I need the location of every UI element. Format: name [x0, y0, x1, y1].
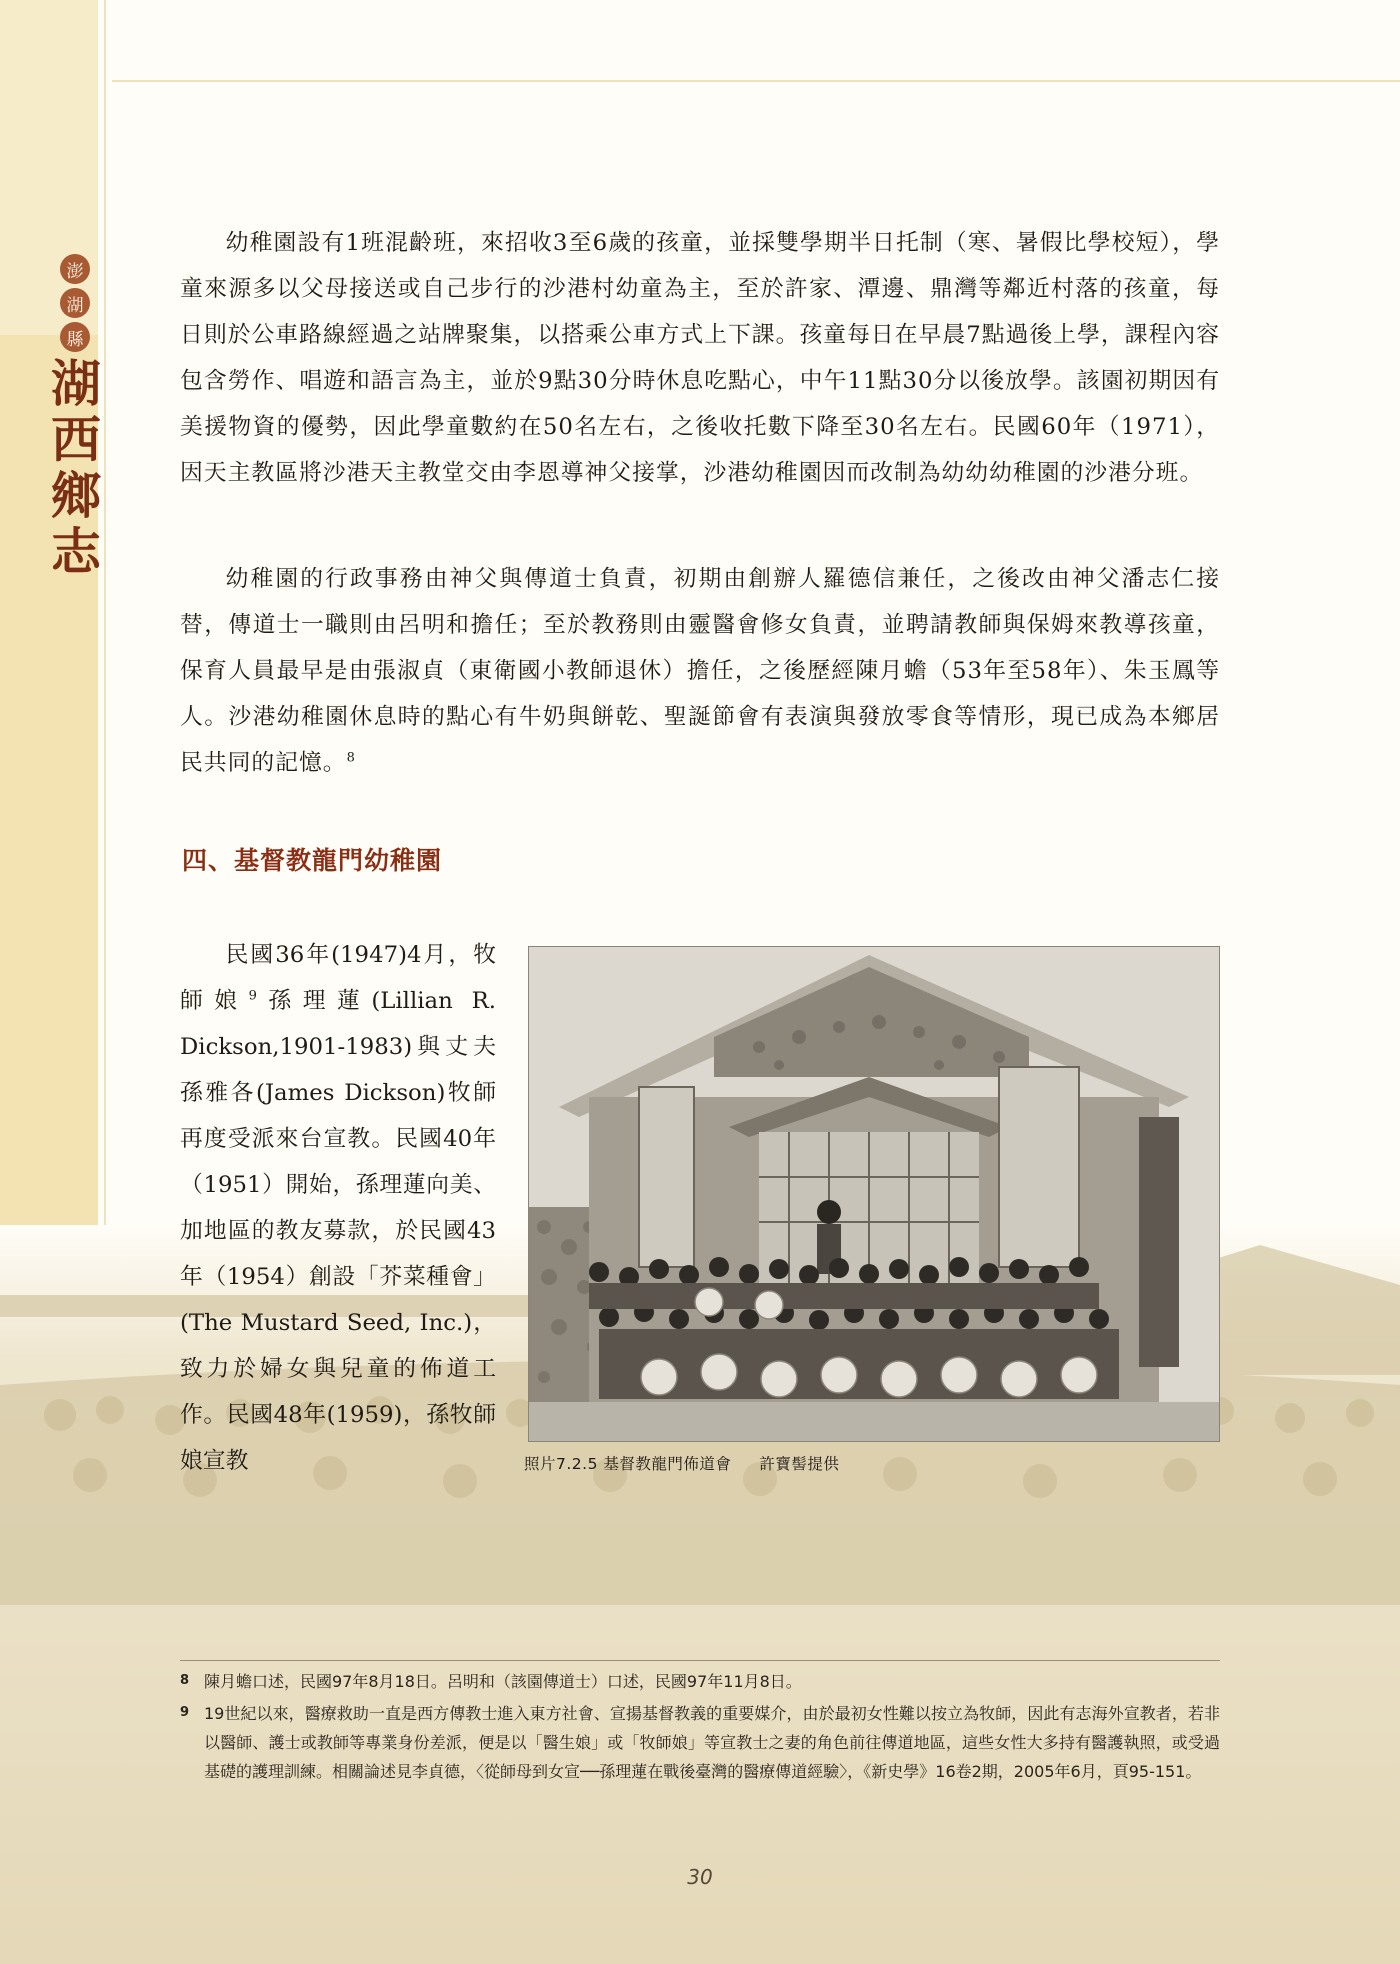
- footnote-divider: [180, 1660, 1220, 1661]
- caption-credit: 許寶髻提供: [759, 1455, 840, 1473]
- footnote: [180, 1699, 1220, 1786]
- county-seal: [60, 254, 96, 356]
- paragraph-text: 幼稚園的行政事務由神父與傳道士負責，初期由創辦人羅德信兼任，之後改由神父潘志仁接替，傳道士一職則由呂明和擔任；至於教務則由靈醫會修女負責，並聘請教師與保姆來教導孩童，保育人員最早是由張淑貞（東衛國小教師退休）擔任，之後歷經陳月蟾（53年至58年）、朱玉鳳等人。沙港幼稚園休息時的點心有牛奶與餅乾、聖誕節會有表演與發放零食等情形，現已成為本鄉居民共同的記憶。: [180, 566, 1220, 776]
- footnote-text: 陳月蟾口述，民國97年8月18日。呂明和（該園傳道士）口述，民國97年11月8日。: [204, 1672, 802, 1691]
- book-title-char: 西: [51, 410, 101, 469]
- paragraph-text: 孫理蓮(Lillian R. Dickson,1901-1983)與丈夫孫雅各(James Dickson)牧師再度受派來台宣教。民國40年（1951）開始，孫理蓮向美、加地區的教友募款，於民國43年（1954）創設「芥菜種會」(The Mustard Seed, Inc.)，致力於婦女與兒童的佈道工作。民國48年(1959)，孫牧師娘宣教: [180, 988, 496, 1474]
- paragraph-text: 幼稚園設有1班混齡班，來招收3至6歲的孩童，並採雙學期半日托制（寒、暑假比學校短），學童來源多以父母接送或自己步行的沙港村幼童為主，至於許家、潭邊、鼎灣等鄰近村落的孩童，每日則於公車路線經過之站牌聚集，以搭乘公車方式上下課。孩童每日在早晨7點過後上學，課程內容包含勞作、唱遊和語言為主，並於9點30分時休息吃點心，中午11點30分以後放學。該園初期因有美援物資的優勢，因此學童數約在50名左右，之後收托數下降至30名左右。民國60年（1971），因天主教區將沙港天主教堂交由李恩導神父接掌，沙港幼稚園因而改制為幼幼幼稚園的沙港分班。: [180, 230, 1220, 486]
- county-char: 縣: [60, 322, 90, 352]
- book-title-char: 志: [51, 522, 101, 581]
- side-paragraph: [180, 932, 496, 1484]
- church-photo: [528, 946, 1220, 1442]
- county-char: 湖: [60, 288, 90, 318]
- photo-caption: [524, 1452, 839, 1474]
- page-number: 30: [687, 1865, 713, 1889]
- caption-text: 照片7.2.5 基督教龍門佈道會: [524, 1455, 732, 1473]
- book-title-char: 鄉: [51, 466, 101, 525]
- top-rule: [112, 80, 1400, 82]
- church-photo-image: [529, 947, 1219, 1441]
- footnote-text: 19世紀以來，醫療救助一直是西方傳教士進入東方社會、宣揚基督教義的重要媒介，由於最初女性難以按立為牧師，因此有志海外宣教者，若非以醫師、護士或教師等專業身份差派，便是以「醫生娘」或「牧師娘」等宣教士之妻的角色前往傳道地區，這些女性大多持有醫護執照，或受過基礎的護理訓練。相關論述見李貞德，〈從師母到女宣──孫理蓮在戰後臺灣的醫療傳道經驗〉，《新史學》16卷2期，2005年6月，頁95-151。: [204, 1704, 1220, 1781]
- footnotes: [180, 1667, 1220, 1786]
- paragraph-text: 民國36年(1947)4月，牧師娘: [180, 942, 496, 1014]
- footnote-ref[interactable]: 8: [346, 750, 356, 766]
- paragraph-1: [180, 220, 1220, 496]
- footnote-ref[interactable]: 9: [248, 988, 257, 1004]
- county-char: 澎: [60, 254, 90, 284]
- footnote: [180, 1667, 1220, 1696]
- section-heading: 四、基督教龍門幼稚園: [182, 846, 443, 875]
- footnote-number: 8: [180, 1673, 190, 1688]
- book-title: [48, 356, 104, 580]
- book-title-char: 湖: [51, 354, 101, 413]
- footnote-number: 9: [180, 1705, 190, 1720]
- paragraph-2: [180, 556, 1220, 786]
